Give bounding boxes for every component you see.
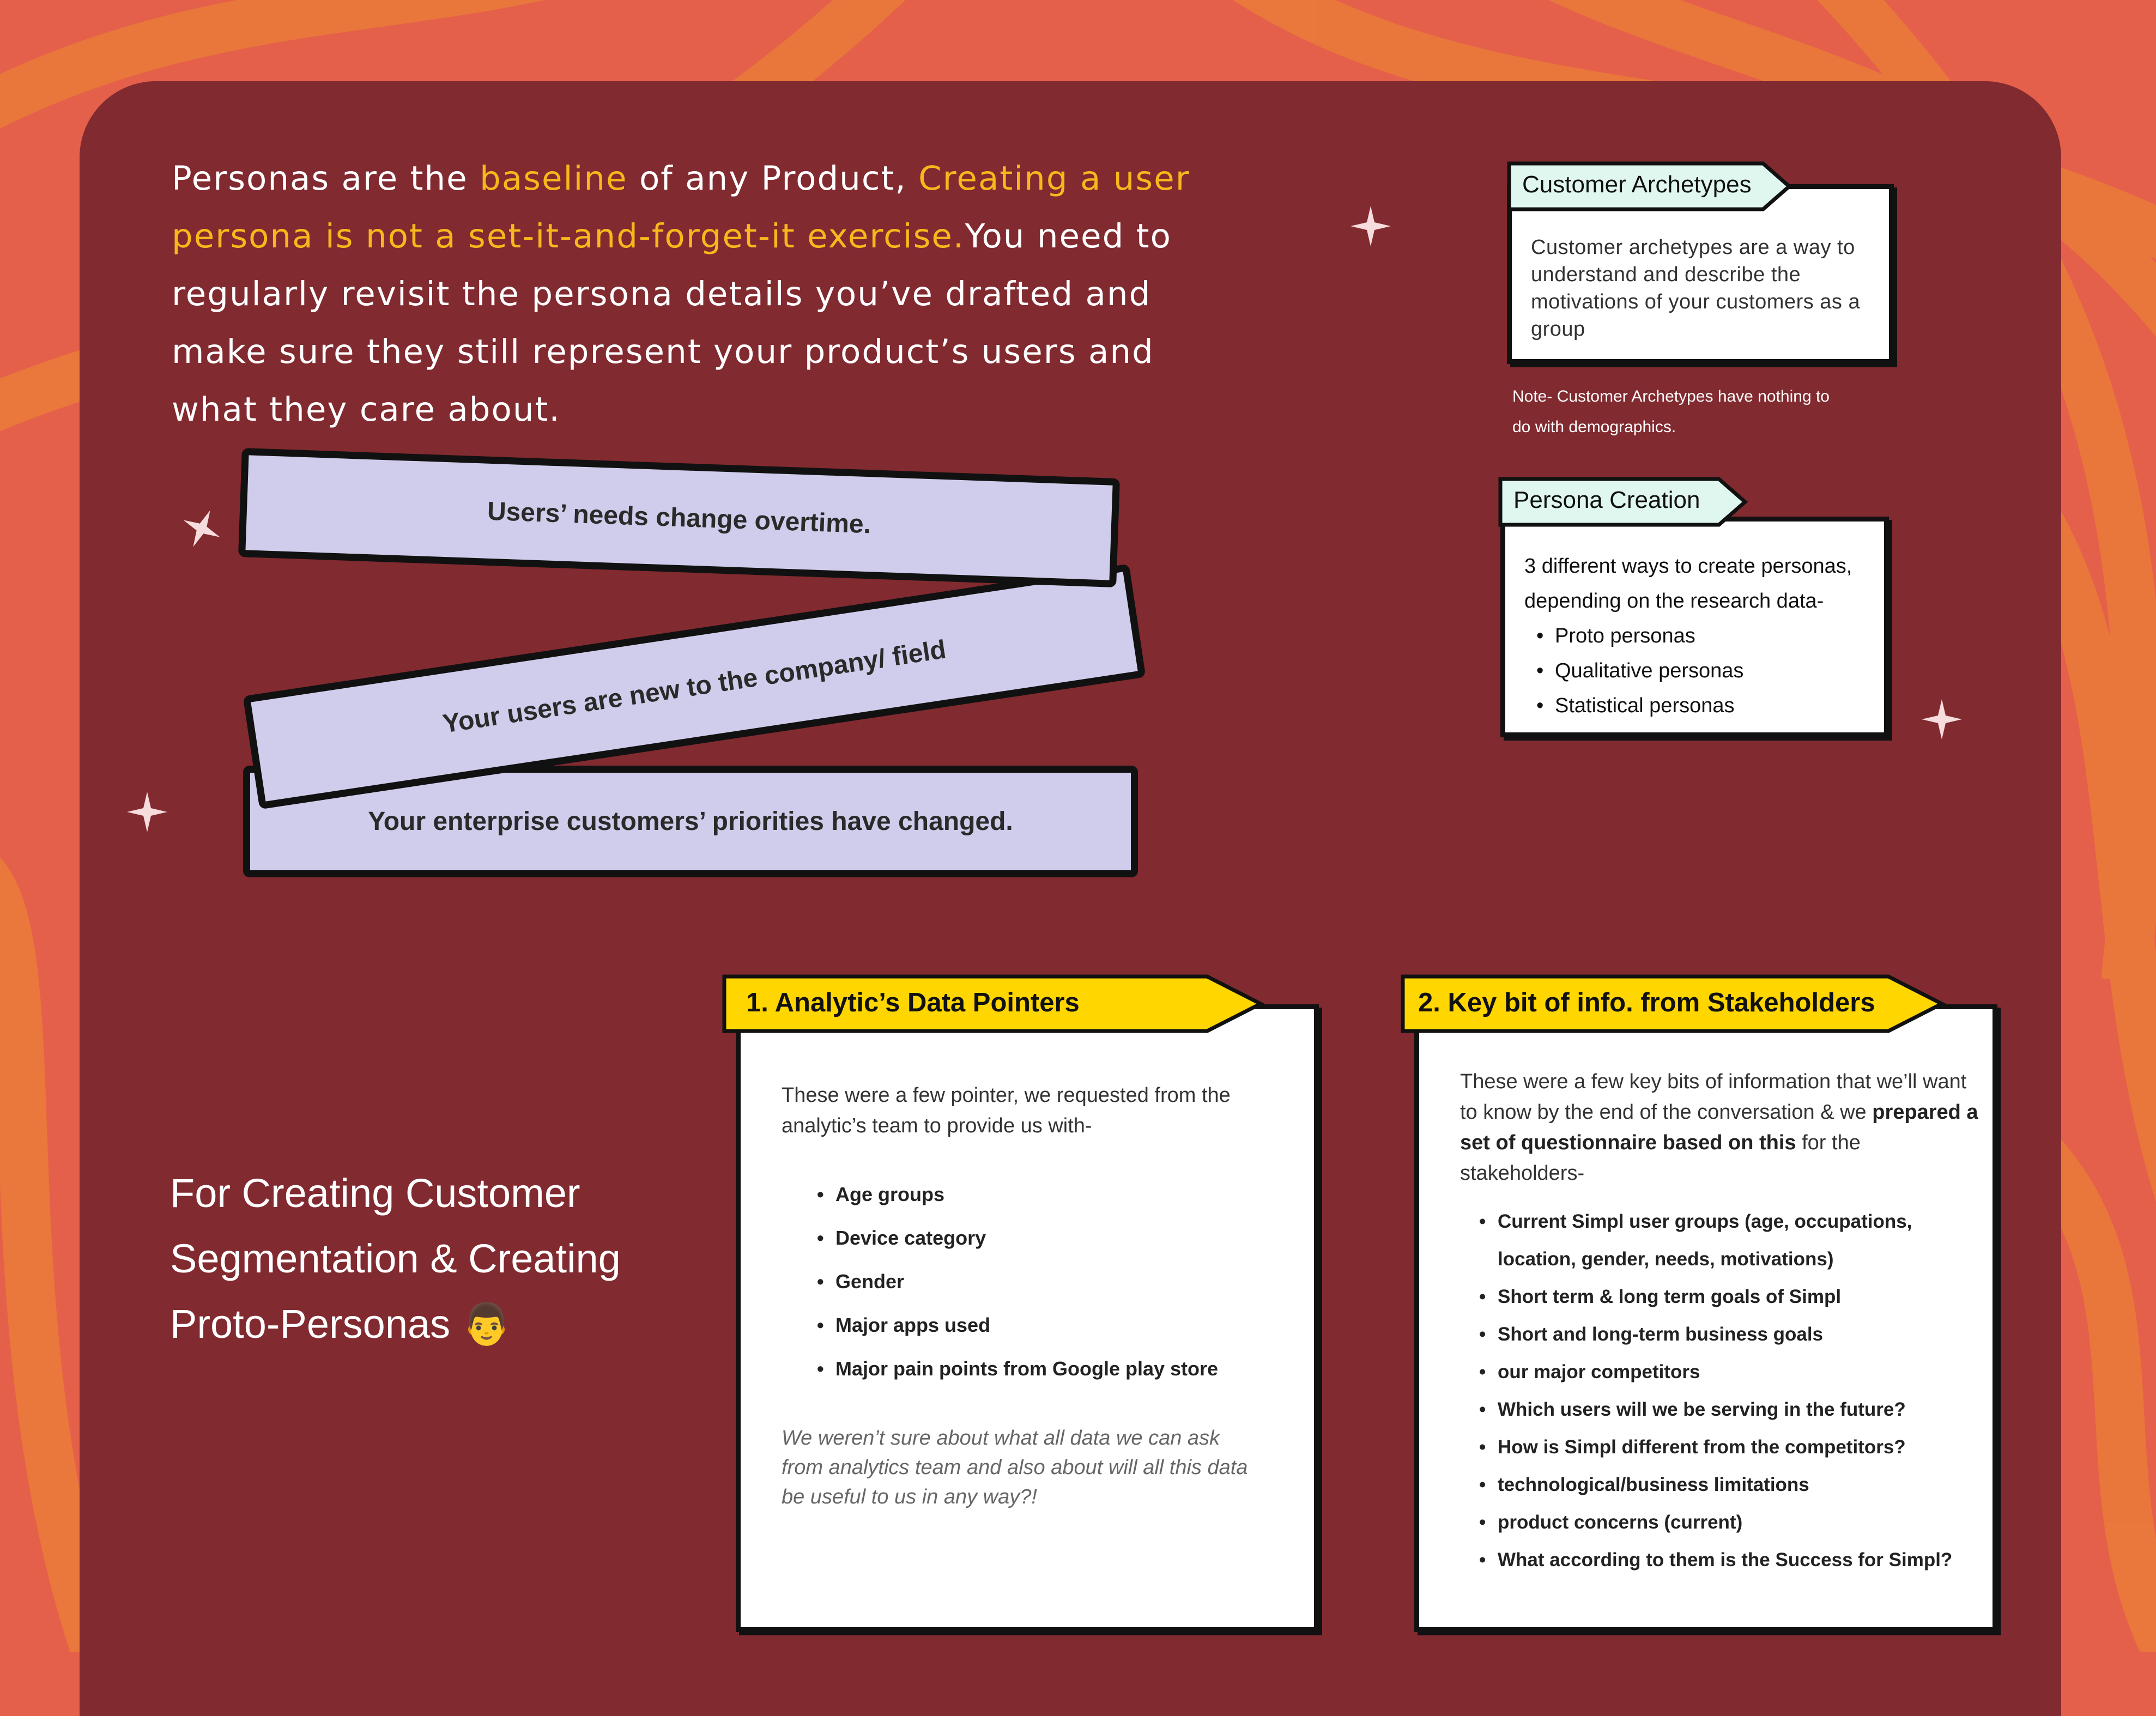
intro-text: Personas are the: [172, 159, 480, 198]
list-item: • Which users will we be serving in the future?: [1479, 1391, 1959, 1428]
stakeholders-intro-text: These were a few key bits of information that we’ll want to know by the end of the conversation & we: [1460, 1070, 1967, 1124]
analytics-intro: These were a few pointer, we requested from the analytic’s team to provide us with-: [782, 1084, 1231, 1137]
segmentation-title: [170, 1161, 715, 1357]
archetypes-body: Customer archetypes are a way to understand and describe the motivations of your customers as a group: [1531, 236, 1861, 341]
list-item: • our major competitors: [1479, 1353, 1959, 1391]
list-item: • Major pain points from Google play store: [817, 1347, 1280, 1391]
intro-highlight-persona: Creating a user persona is not a set-it-and-forget-it exercise.: [172, 159, 1190, 256]
stakeholders-tag-label: 2. Key bit of info. from Stakeholders: [1418, 988, 1875, 1017]
list-item: • Qualitative personas: [1536, 653, 1879, 688]
strip-text: Users’ needs change overtime.: [487, 496, 871, 539]
list-item: • Short term & long term goals of Simpl: [1479, 1278, 1959, 1315]
archetypes-tag-label: Customer Archetypes: [1522, 171, 1752, 198]
list-item: • Current Simpl user groups (age, occupations, location, gender, needs, motivations): [1479, 1203, 1959, 1278]
intro-text: of any Product,: [627, 159, 919, 198]
strip-text: Your enterprise customers’ priorities have changed.: [368, 807, 1013, 836]
persona-creation-tag: [1498, 477, 1749, 527]
list-item: • Statistical personas: [1536, 688, 1879, 723]
persona-creation-list: [1524, 619, 1879, 723]
analytics-list: [817, 1173, 1280, 1391]
stakeholders-card: [1414, 1004, 1997, 1632]
stakeholders-list: [1479, 1203, 1959, 1579]
sparkle-icon: [123, 787, 172, 836]
stakeholders-intro-text: for the stakeholders-: [1460, 1131, 1861, 1185]
stakeholders-intro: [1460, 1066, 1983, 1189]
segmentation-title-text: For Creating Customer Segmentation & Creating Proto-Personas: [170, 1171, 621, 1347]
list-item: • Proto personas: [1536, 619, 1879, 653]
intro-highlight-baseline: baseline: [480, 159, 628, 198]
list-item: • Age groups: [817, 1173, 1280, 1216]
persona-creation-box: [1500, 517, 1889, 737]
analytics-card: [736, 1004, 1319, 1632]
analytics-footnote: We weren’t sure about what all data we can ask from analytics team and also about will all this data be useful to us in any way?!: [782, 1427, 1248, 1508]
intro-text: You need to regularly revisit the persona details you’ve drafted and make sure they still represent your product’s users and what they care about.: [172, 217, 1172, 429]
analytics-tag-label: 1. Analytic’s Data Pointers: [746, 988, 1080, 1017]
list-item: • How is Simpl different from the competitors?: [1479, 1428, 1959, 1466]
stakeholders-tag: [1401, 974, 1946, 1033]
list-item: • product concerns (current): [1479, 1503, 1959, 1541]
sparkle-icon: [1346, 202, 1395, 251]
list-item: • Device category: [817, 1216, 1280, 1260]
archetypes-tag: [1507, 161, 1793, 211]
intro-paragraph: [172, 150, 1240, 439]
list-item: • technological/business limitations: [1479, 1466, 1959, 1503]
analytics-tag: [722, 974, 1264, 1033]
sparkle-icon: [1917, 695, 1966, 744]
strip-text: Your users are new to the company/ field: [440, 634, 948, 739]
list-item: • Short and long-term business goals: [1479, 1315, 1959, 1353]
person-emoji-icon: 👨: [461, 1301, 512, 1347]
persona-creation-intro: 3 different ways to create personas, depending on the research data-: [1524, 555, 1852, 613]
list-item: • What according to them is the Success for Simpl?: [1479, 1541, 1959, 1579]
stakeholders-intro-bold: prepared a set of questionnaire based on this: [1460, 1101, 1978, 1154]
persona-creation-content: [1524, 549, 1879, 723]
list-item: • Major apps used: [817, 1303, 1280, 1347]
list-item: • Gender: [817, 1260, 1280, 1303]
persona-creation-tag-label: Persona Creation: [1513, 487, 1700, 513]
archetypes-note: Note- Customer Archetypes have nothing to do with demographics.: [1512, 387, 1830, 436]
